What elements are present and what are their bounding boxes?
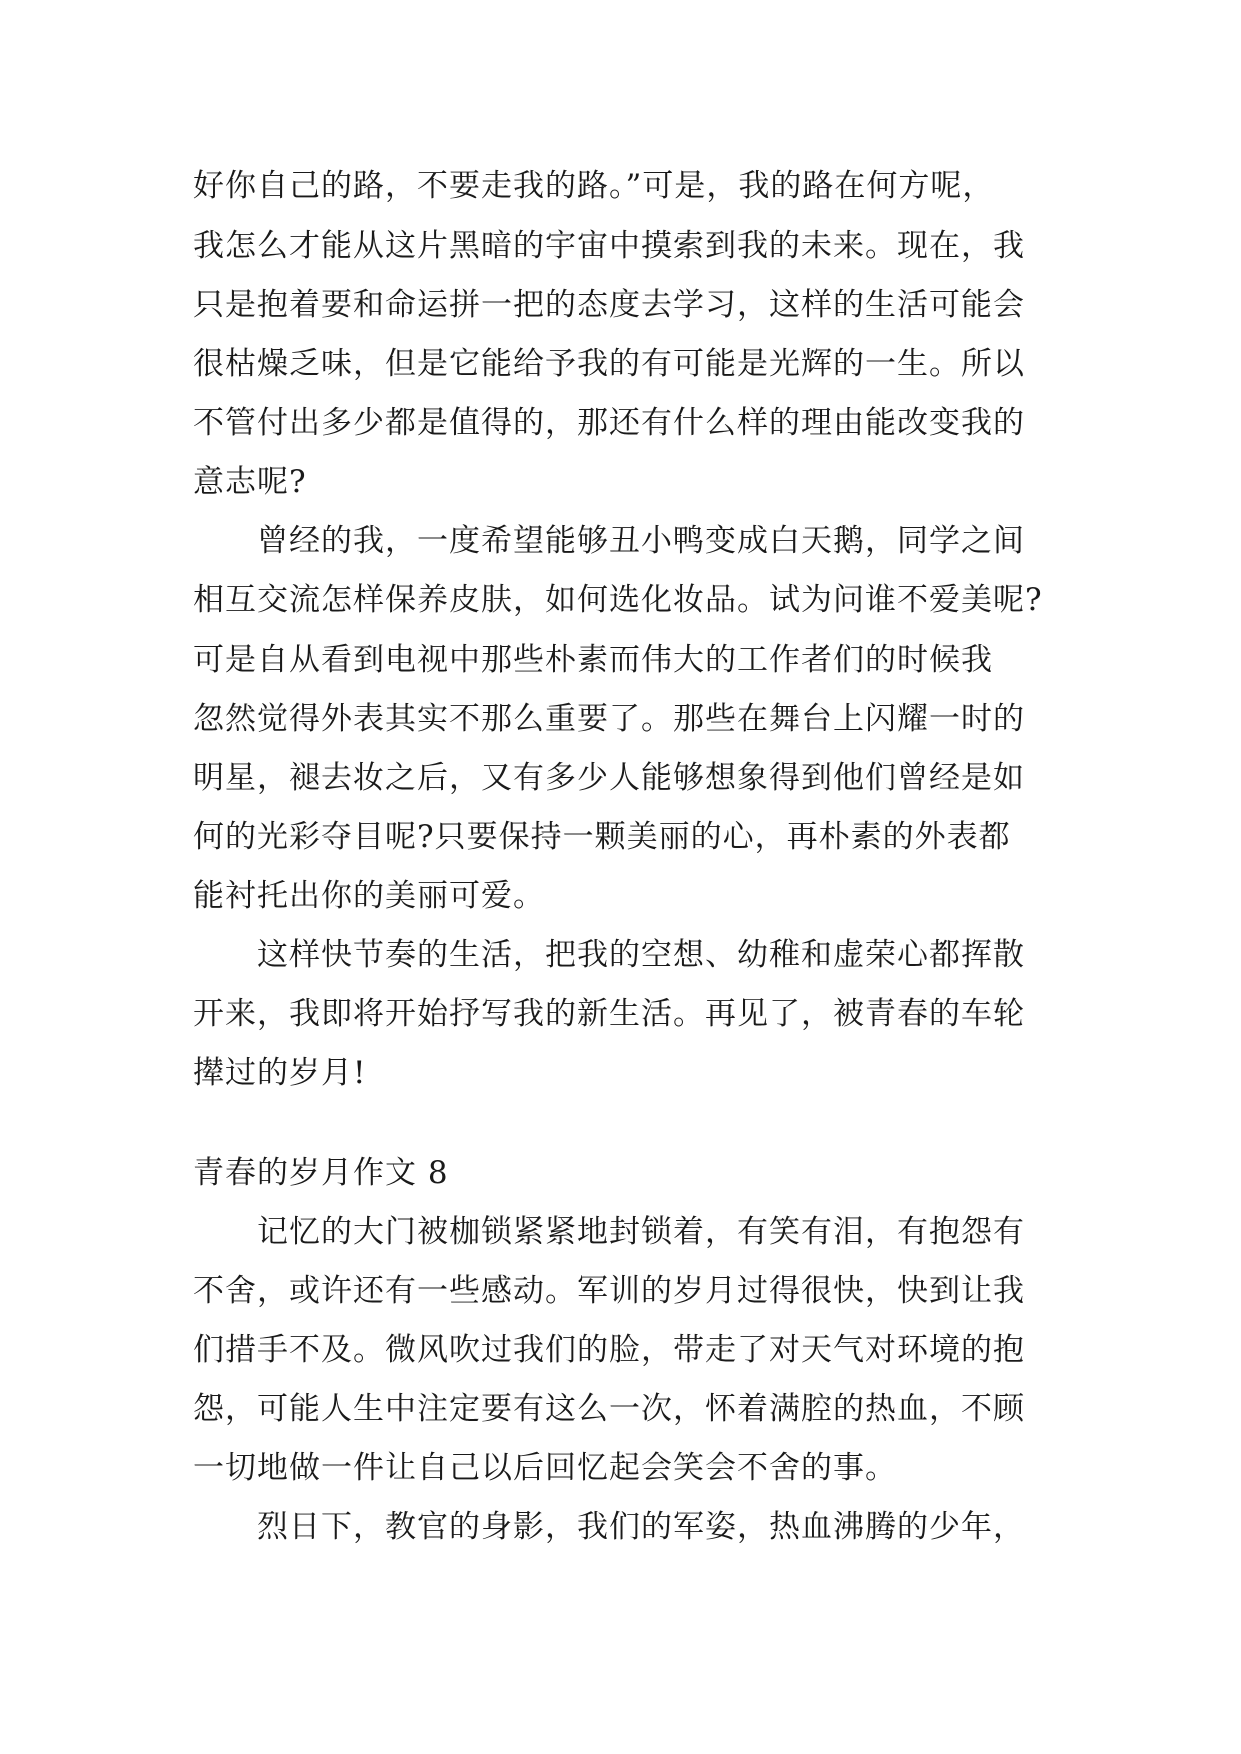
text-line: 不舍，或许还有一些感动。军训的岁月过得很快，快到让我 <box>193 1273 1025 1309</box>
text-line: 很枯燥乏味，但是它能给予我的有可能是光辉的一生。所以 <box>193 346 1025 382</box>
text-line: 们措手不及。微风吹过我们的脸，带走了对天气对环境的抱 <box>193 1332 1025 1368</box>
paragraph-first-line: 记忆的大门被枷锁紧紧地封锁着，有笑有泪，有抱怨有 <box>257 1214 1025 1250</box>
text-line: 能衬托出你的美丽可爱。 <box>193 878 545 914</box>
text-line: 我怎么才能从这片黑暗的宇宙中摸索到我的未来。现在，我 <box>193 228 1025 264</box>
paragraph-first-line: 烈日下，教官的身影，我们的军姿，热血沸腾的少年， <box>257 1509 1025 1545</box>
text-line: 撵过的岁月! <box>193 1055 367 1091</box>
text-line: 怨，可能人生中注定要有这么一次，怀着满腔的热血，不顾 <box>193 1391 1025 1427</box>
text-line: 只是抱着要和命运拼一把的态度去学习，这样的生活可能会 <box>193 287 1025 323</box>
text-line: 不管付出多少都是值得的，那还有什么样的理由能改变我的 <box>193 405 1025 441</box>
section-heading: 青春的岁月作文 8 <box>193 1155 449 1191</box>
text-line: 忽然觉得外表其实不那么重要了。那些在舞台上闪耀一时的 <box>193 701 1025 737</box>
text-line: 相互交流怎样保养皮肤，如何选化妆品。试为问谁不爱美呢? <box>193 582 1043 618</box>
text-line: 可是自从看到电视中那些朴素而伟大的工作者们的时候我 <box>193 642 993 678</box>
text-line: 开来，我即将开始抒写我的新生活。再见了，被青春的车轮 <box>193 996 1025 1032</box>
paragraph-first-line: 这样快节奏的生活，把我的空想、幼稚和虚荣心都挥散 <box>257 937 1025 973</box>
text-line: 一切地做一件让自己以后回忆起会笑会不舍的事。 <box>193 1450 897 1486</box>
text-line: 意志呢? <box>193 464 307 500</box>
text-line: 明星，褪去妆之后，又有多少人能够想象得到他们曾经是如 <box>193 760 1025 796</box>
paragraph-first-line: 曾经的我，一度希望能够丑小鸭变成白天鹅，同学之间 <box>257 523 1025 559</box>
text-line: 好你自己的路，不要走我的路。”可是，我的路在何方呢， <box>193 168 995 204</box>
text-line: 何的光彩夺目呢?只要保持一颗美丽的心，再朴素的外表都 <box>193 819 1011 855</box>
